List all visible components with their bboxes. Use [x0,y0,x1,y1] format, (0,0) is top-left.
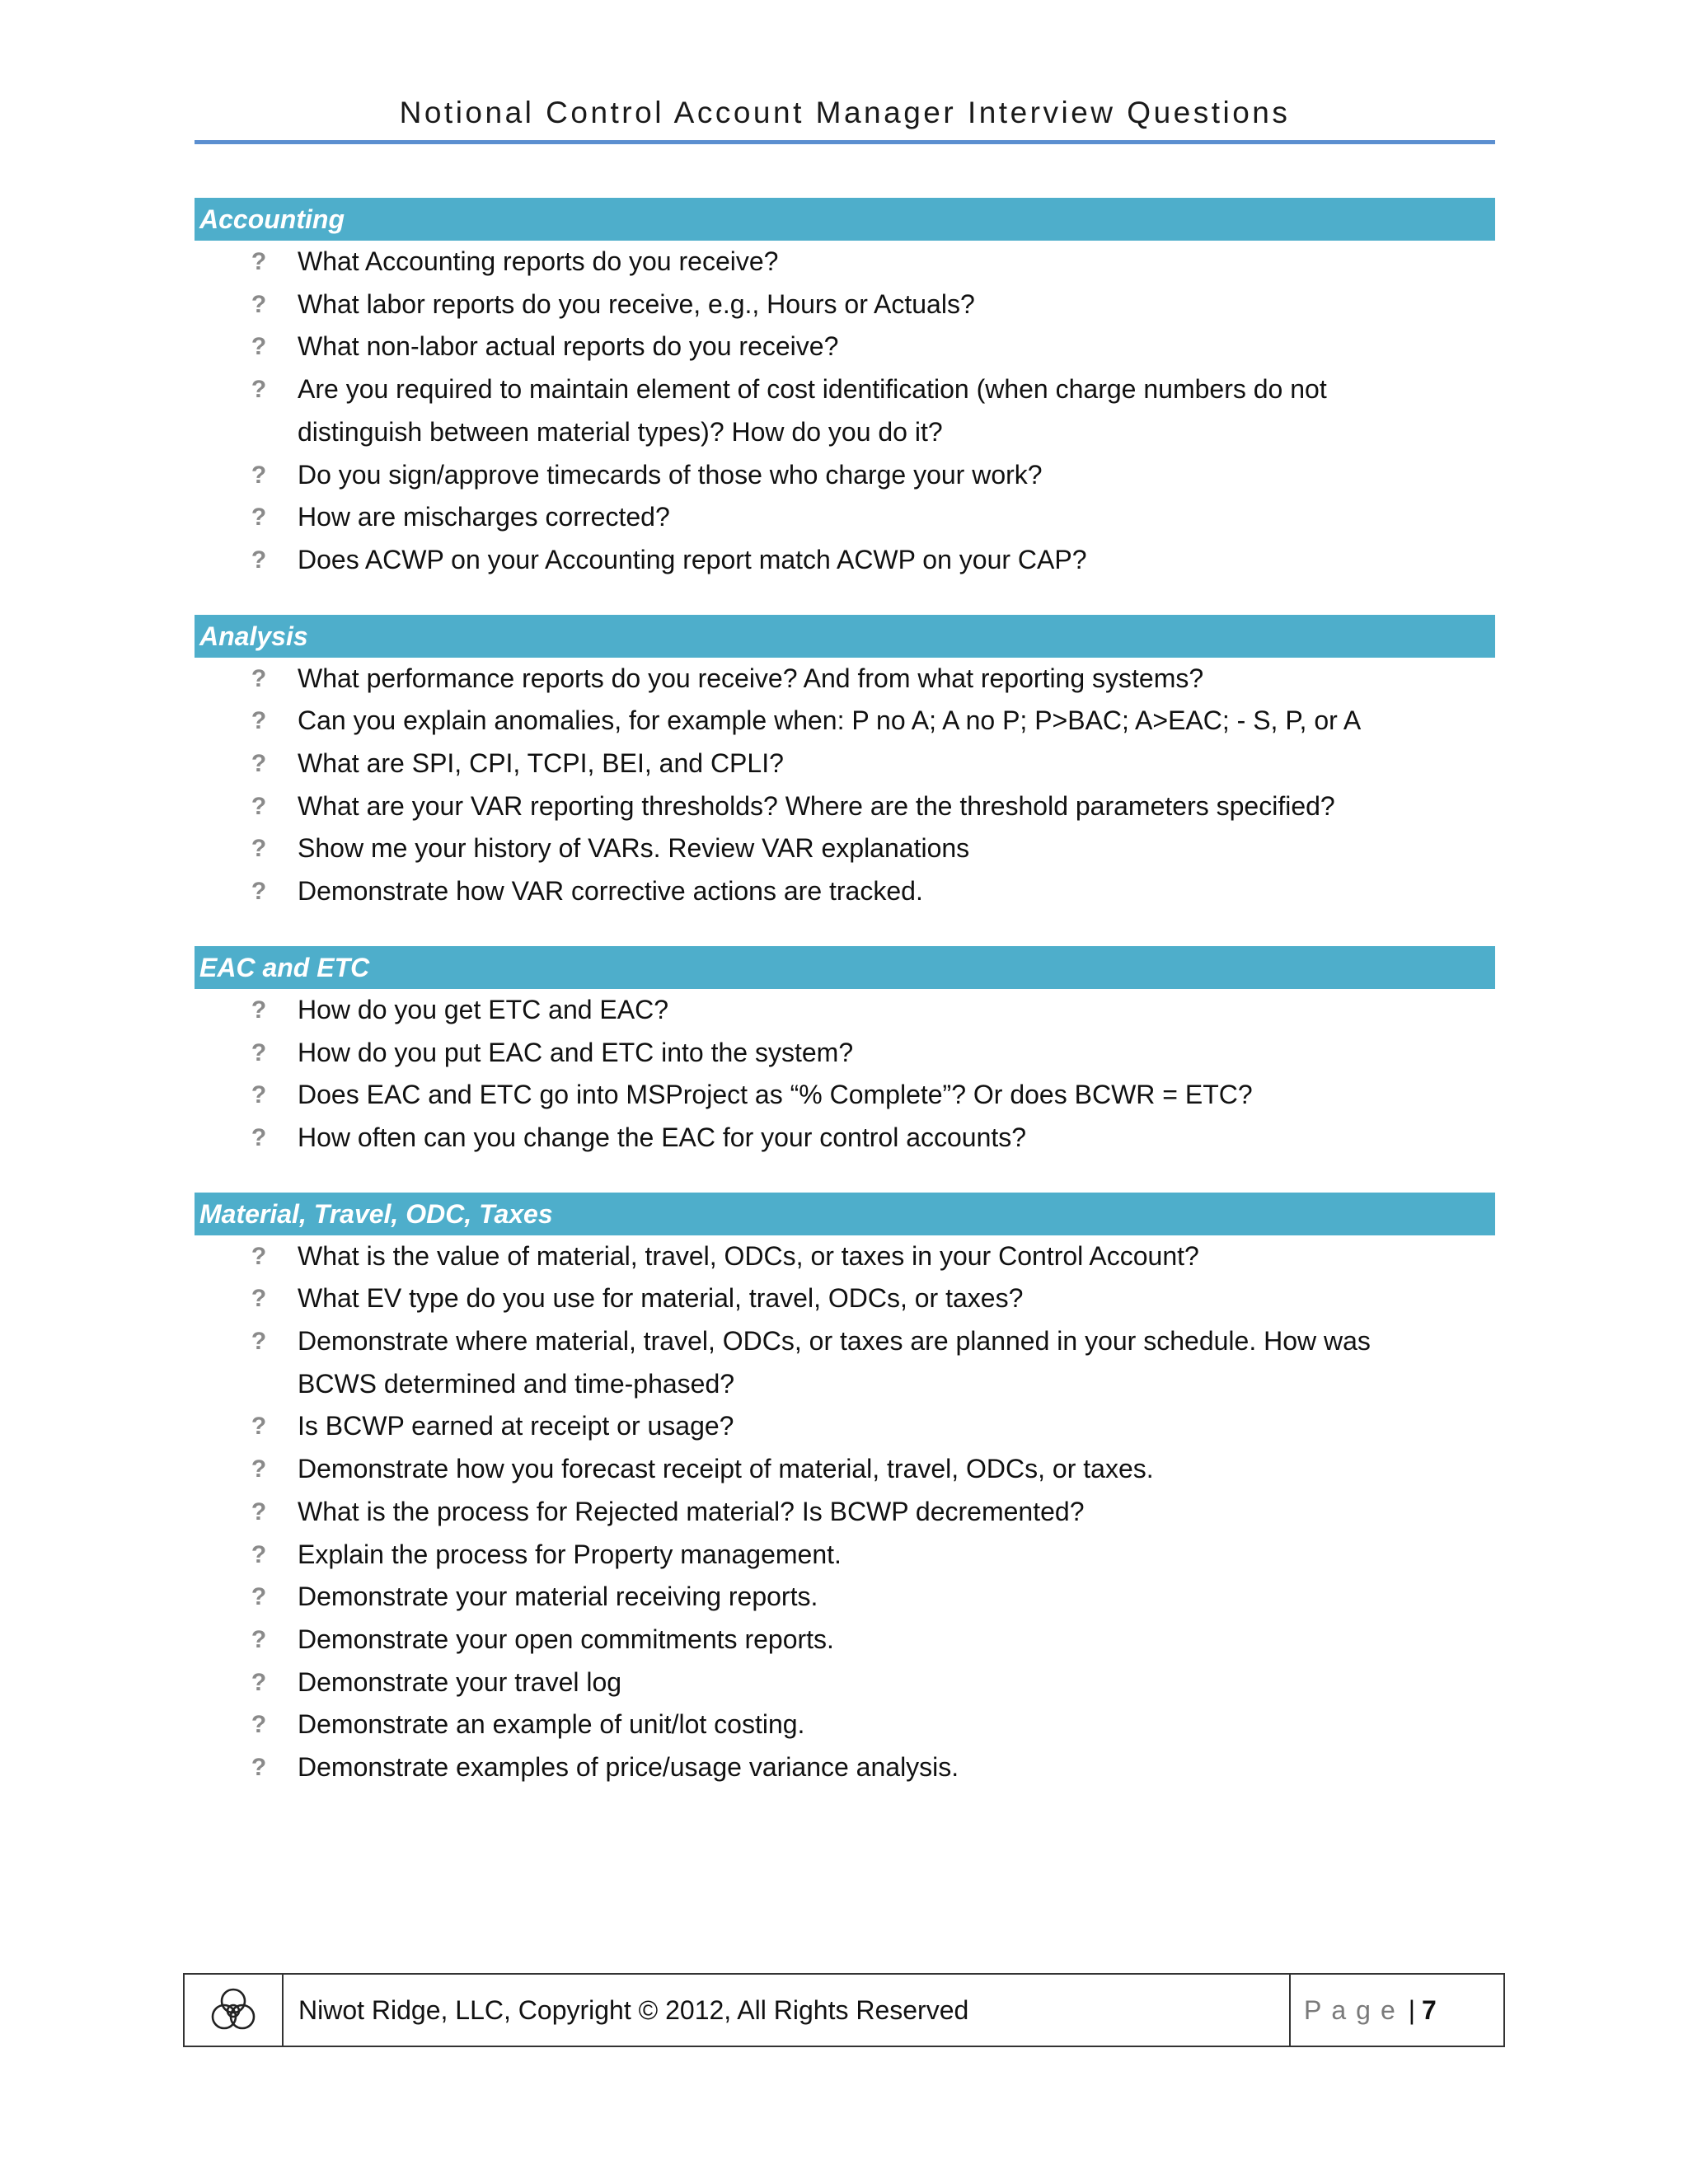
footer-copyright: Niwot Ridge, LLC, Copyright © 2012, All Rights Reserved [284,1975,1291,2046]
header-divider [195,140,1495,144]
question-text: What non-labor actual reports do you receive? [298,331,839,362]
question-item [195,454,1495,497]
section-heading: Material, Travel, ODC, Taxes [195,1193,1495,1235]
question-item [195,1534,1495,1577]
question-mark-icon: ? [251,792,267,820]
question-mark-icon: ? [251,461,267,489]
question-text: Are you required to maintain element of cost identification (when charge numbers do not distinguish between material types)? How do you do it? [298,374,1327,447]
question-mark-icon: ? [251,1711,267,1739]
question-text: Demonstrate your travel log [298,1666,622,1697]
question-text: What performance reports do you receive? And from what reporting systems? [298,663,1204,693]
question-text: Demonstrate where material, travel, ODCs, or taxes are planned in your schedule. How was BCWS determined and time-phased? [298,1326,1371,1399]
question-item [195,1117,1495,1160]
question-text: Demonstrate your material receiving reports. [298,1582,818,1612]
question-item [195,1277,1495,1320]
question-mark-icon: ? [251,1625,267,1653]
question-mark-icon: ? [251,1540,267,1568]
page-header-title: Notional Control Account Manager Interview Questions [399,96,1291,129]
page-number: 7 [1422,1994,1437,2025]
section [195,1193,1495,1789]
question-mark-icon: ? [251,750,267,778]
question-item [195,785,1495,828]
question-mark-icon: ? [251,376,267,404]
question-text: How do you get ETC and EAC? [298,994,669,1024]
question-item [195,1074,1495,1117]
question-mark-icon: ? [251,504,267,532]
question-mark-icon: ? [251,248,267,275]
question-mark-icon: ? [251,835,267,863]
question-mark-icon: ? [251,1455,267,1483]
question-mark-icon: ? [251,1285,267,1313]
question-mark-icon: ? [251,996,267,1024]
question-list [195,1235,1495,1789]
question-text: Can you explain anomalies, for example when: P no A; A no P; P>BAC; A>EAC; - S, P, or A [298,705,1362,736]
question-text: Demonstrate examples of price/usage variance analysis. [298,1752,959,1783]
question-text: Demonstrate how VAR corrective actions are tracked. [298,876,923,907]
question-item [195,1576,1495,1619]
question-item [195,539,1495,582]
question-item [195,1032,1495,1075]
question-text: What labor reports do you receive, e.g., Hours or Actuals? [298,288,975,319]
question-item [195,1746,1495,1789]
question-text: Demonstrate an example of unit/lot costing. [298,1709,805,1740]
question-item [195,1704,1495,1746]
question-mark-icon: ? [251,1123,267,1151]
question-mark-icon: ? [251,1497,267,1526]
question-item [195,658,1495,701]
question-item [195,1491,1495,1534]
logo-icon [185,1975,284,2046]
section-heading: Accounting [195,198,1495,241]
page-label: Page [1304,1994,1405,2025]
question-mark-icon: ? [251,1413,267,1441]
question-text: Does ACWP on your Accounting report match ACWP on your CAP? [298,544,1087,574]
question-text: Do you sign/approve timecards of those who charge your work? [298,459,1043,490]
question-text: Is BCWP earned at receipt or usage? [298,1411,734,1441]
question-item [195,284,1495,326]
question-item [195,827,1495,870]
footer-page-number [1291,1975,1503,2046]
question-text: What is the process for Rejected material? Is BCWP decremented? [298,1496,1085,1526]
question-mark-icon: ? [251,546,267,574]
question-item [195,368,1495,453]
section [195,615,1495,913]
question-text: What are SPI, CPI, TCPI, BEI, and CPLI? [298,748,784,779]
question-text: Demonstrate how you forecast receipt of material, travel, ODCs, or taxes. [298,1454,1154,1484]
question-list [195,989,1495,1160]
question-text: Does EAC and ETC go into MSProject as “% Complete”? Or does BCWR = ETC? [298,1080,1253,1110]
question-mark-icon: ? [251,664,267,692]
question-list [195,241,1495,582]
question-item [195,1235,1495,1278]
page-separator: | [1408,1994,1416,2025]
question-item [195,1405,1495,1448]
question-text: What Accounting reports do you receive? [298,246,779,276]
question-item [195,241,1495,284]
question-text: Show me your history of VARs. Review VAR explanations [298,833,970,864]
question-list [195,658,1495,913]
question-item [195,870,1495,913]
question-mark-icon: ? [251,707,267,735]
question-item [195,1661,1495,1704]
question-mark-icon: ? [251,1668,267,1696]
question-text: How are mischarges corrected? [298,502,670,532]
question-item [195,700,1495,743]
question-mark-icon: ? [251,333,267,361]
section-heading: EAC and ETC [195,946,1495,989]
question-text: How do you put EAC and ETC into the system? [298,1037,854,1067]
question-text: What are your VAR reporting thresholds? Where are the threshold parameters specified? [298,790,1335,821]
question-mark-icon: ? [251,878,267,906]
question-text: What is the value of material, travel, ODCs, or taxes in your Control Account? [298,1240,1199,1271]
question-mark-icon: ? [251,1081,267,1109]
question-mark-icon: ? [251,1242,267,1270]
question-text: Explain the process for Property management. [298,1539,842,1569]
question-mark-icon: ? [251,1583,267,1611]
question-text: How often can you change the EAC for your control accounts? [298,1122,1027,1152]
section-heading: Analysis [195,615,1495,658]
question-item [195,496,1495,539]
question-mark-icon: ? [251,1328,267,1356]
question-item [195,1448,1495,1491]
question-text: Demonstrate your open commitments reports. [298,1624,834,1654]
niwot-ridge-knot-logo-icon [206,1983,260,2037]
section [195,946,1495,1160]
question-item [195,1320,1495,1405]
question-item [195,989,1495,1032]
question-mark-icon: ? [251,1754,267,1782]
question-mark-icon: ? [251,290,267,318]
question-text: What EV type do you use for material, travel, ODCs, or taxes? [298,1283,1024,1314]
section [195,198,1495,582]
question-mark-icon: ? [251,1038,267,1066]
question-item [195,1619,1495,1661]
question-item [195,743,1495,785]
question-item [195,326,1495,368]
page-footer [183,1973,1505,2047]
question-sections [195,198,1495,1822]
